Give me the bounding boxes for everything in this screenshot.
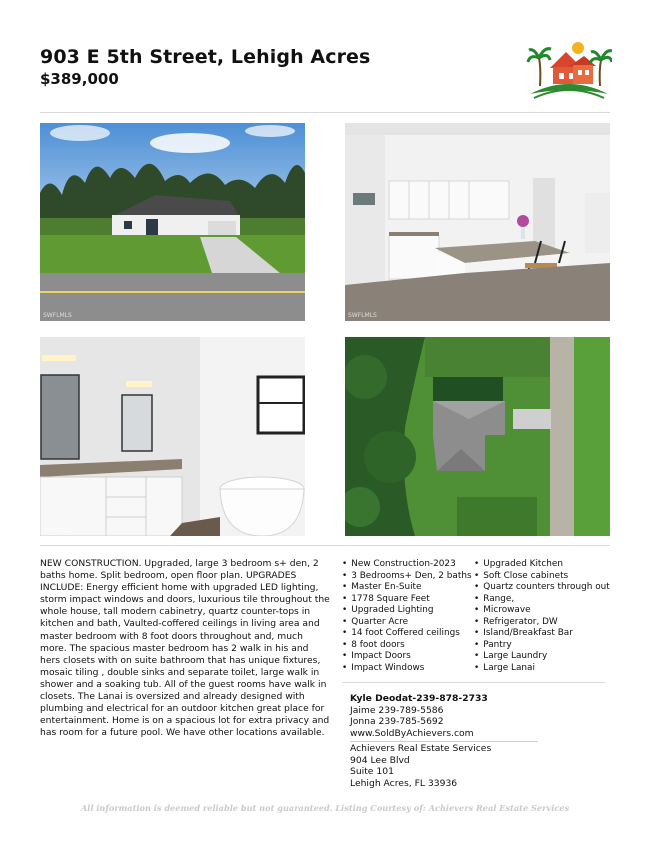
bathroom-photo (40, 337, 305, 536)
feature-item: • Upgraded Kitchen (474, 559, 610, 571)
office-name: Achievers Real Estate Services (350, 743, 492, 754)
disclaimer: All information is deemed reliable but not guaranteed. Listing Courtesy of: Achievers Real Estate Services (80, 803, 570, 813)
aerial-photo (345, 337, 610, 536)
agent-contact (350, 693, 488, 739)
feature-item: • Range, (474, 594, 610, 606)
listing-price: $389,000 (40, 70, 119, 88)
feature-item: • Island/Breakfast Bar (474, 628, 610, 640)
feature-item: • Quartz counters through out (474, 582, 610, 594)
feature-item: • Microwave (474, 605, 610, 617)
office-divider (350, 741, 538, 742)
listing-title: 903 E 5th Street, Lehigh Acres (40, 46, 371, 68)
feature-item: • 1778 Square Feet (342, 594, 472, 606)
agent-name-phone: Kyle Deodat-239-878-2733 (350, 693, 488, 704)
feature-item: • Large Lanai (474, 663, 610, 675)
feature-item: • 14 foot Coffered ceilings (342, 628, 472, 640)
feature-item: • Large Laundry (474, 651, 610, 663)
house-palm-logo-icon (526, 36, 612, 102)
feature-item: • New Construction-2023 (342, 559, 472, 571)
agent-website-link[interactable]: www.SoldByAchievers.com (350, 727, 474, 739)
feature-item: • 3 Bedrooms+ Den, 2 baths (342, 571, 472, 583)
header-divider (40, 112, 610, 113)
feature-item: • Impact Windows (342, 663, 472, 675)
feature-item: • Impact Doors (342, 651, 472, 663)
feature-item: • Upgraded Lighting (342, 605, 472, 617)
feature-item: • Quarter Acre (342, 617, 472, 629)
kitchen-photo (345, 123, 610, 321)
photo-watermark: SWFLMLS (43, 527, 72, 534)
office-address (350, 743, 491, 789)
photo-watermark: SWFLMLS (348, 312, 377, 319)
photo-watermark: SWFLMLS (43, 312, 72, 319)
contact-divider (342, 682, 605, 683)
office-street: 904 Lee Blvd (350, 754, 410, 766)
feature-item: • Pantry (474, 640, 610, 652)
feature-item: • Refrigerator, DW (474, 617, 610, 629)
photos-divider (40, 545, 610, 546)
exterior-photo (40, 123, 305, 321)
agent-line-3: Jonna 239-785-5692 (350, 716, 444, 728)
agent-line-2: Jaime 239-789-5586 (350, 704, 444, 716)
office-suite: Suite 101 (350, 766, 394, 778)
feature-item: • 8 foot doors (342, 640, 472, 652)
feature-list-right (474, 559, 610, 674)
listing-description: NEW CONSTRUCTION. Upgraded, large 3 bedroom s+ den, 2 baths home. Split bedroom, open floor plan. UPGRADES INCLUDE: Energy efficient home with upgraded LED lighting, storm impact windows and doors, luxurious tile throughout the whole house, tall modern cabinetry, quartz counter-tops in kitchen and bath, Vaulted-coffered ceilings in living area and master bedroom with 8 foot doors throughout and, much more. The spacious master bedroom has 2 walk in his and hers closets with on suite bathroom that has unique fixtures, mosaic tiling , double sinks and separate toilet, large walk in shower and a soaking tub. All of the guest rooms have walk in closets. The Lanai is oversized and already designed with plumbing and electrical for an outdoor kitchen great place for entertainment. Home is on a spacious lot for extra privacy and has room for a future pool. We have other locations available. (40, 558, 330, 739)
feature-item: • Soft Close cabinets (474, 571, 610, 583)
office-city: Lehigh Acres, FL 33936 (350, 777, 458, 789)
feature-list-left (342, 559, 472, 674)
feature-item: • Master En-Suite (342, 582, 472, 594)
